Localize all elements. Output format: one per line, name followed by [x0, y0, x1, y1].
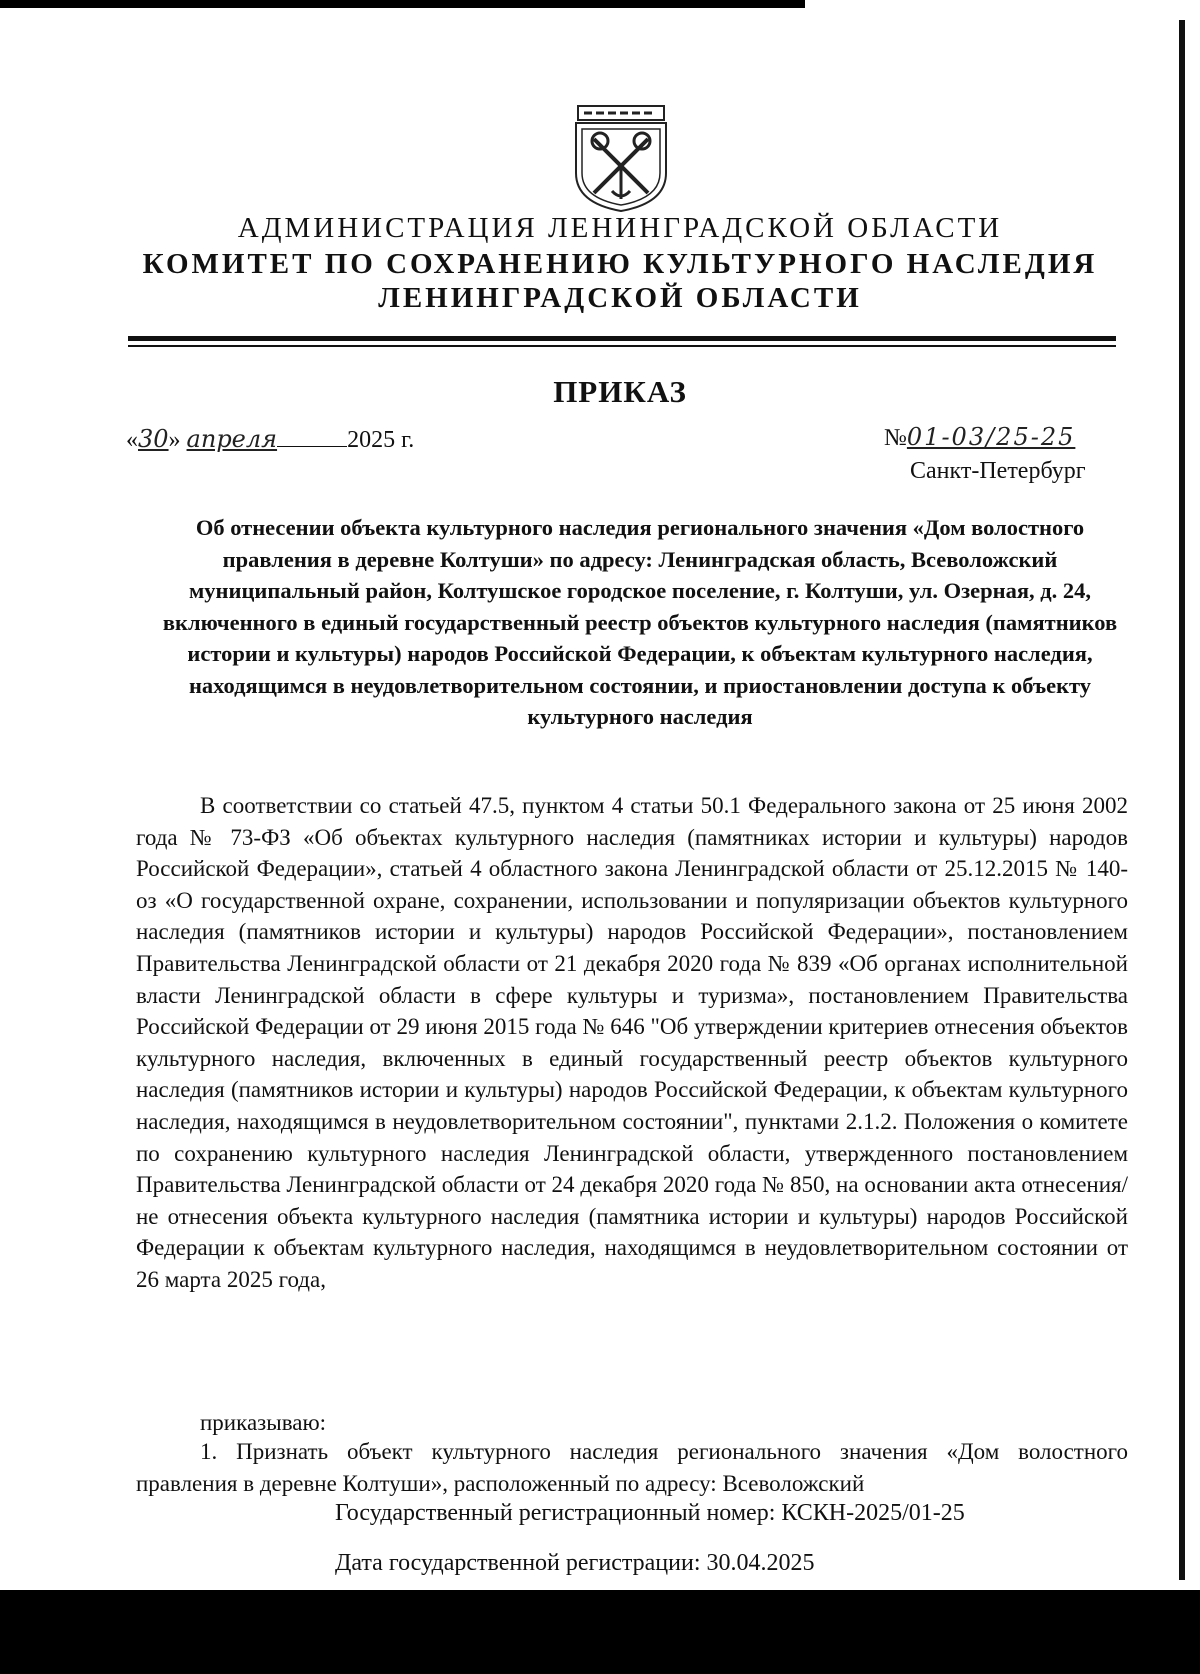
- date-close-quote: »: [168, 427, 181, 453]
- registration-number: Государственный регистрационный номер: КСКН-2025/01-25: [335, 1500, 965, 1526]
- date-year: 2025 г.: [347, 427, 415, 453]
- header-region: ЛЕНИНГРАДСКОЙ ОБЛАСТИ: [378, 282, 862, 314]
- document-title: ПРИКАЗ: [553, 374, 687, 409]
- scan-edge-top: [0, 0, 805, 8]
- header-divider-thick: [128, 336, 1116, 341]
- date-month-handwritten: апреля: [186, 425, 278, 453]
- header-divider-thin: [128, 345, 1116, 347]
- registration-date: Дата государственной регистрации: 30.04.2025: [335, 1550, 815, 1576]
- date-underline: [277, 446, 347, 447]
- order-city: Санкт-Петербург: [910, 458, 1086, 484]
- order-number: [884, 423, 1075, 452]
- order-subject: Об отнесении объекта культурного наследия регионального значения «Дом волостного правления в деревне Колтуши» по адресу: Ленинградская область, Всеволожский муниципальный район, Колтушское городское поселение, г. Колтуши, ул. Озерная, д. 24, включенного в единый государственный реестр объектов культурного наследия (памятников истории и культуры) народов Российской Федерации, к объектам культурного наследия, находящимся в неудовлетворительном состоянии, и приостановлении доступа к объекту культурного наследия: [162, 515, 1118, 729]
- number-handwritten: 01-03/25-25: [906, 423, 1076, 451]
- number-prefix: №: [884, 425, 907, 451]
- order-preamble: В соответствии со статьей 47.5, пунктом 4 статьи 50.1 Федерального закона от 25 июня 2002 года № 73-ФЗ «Об объектах культурного наследия (памятниках истории и культуры) народов Российской Федерации», статьей 4 областного закона Ленинградской области от 25.12.2015 № 140-оз «О государственной охране, сохранении, использовании и популяризации объектов культурного наследия (памятников истории и культуры) народов Российской Федерации», постановлением Правительства Ленинградской области от 21 декабря 2020 года № 839 «Об органах исполнительной власти Ленинградской области в сфере культуры и туризма», постановлением Правительства Российской Федерации от 29 июня 2015 года № 646 "Об утверждении критериев отнесения объектов культурного наследия, включенных в единый государственный реестр объектов культурного наследия (памятников истории и культуры) народов Российской Федерации, к объектам культурного наследия, находящимся в неудовлетворительном состоянии", пунктами 2.1.2. Положения о комитете по сохранению культурного наследия Ленинградской области, утвержденного постановлением Правительства Ленинградской области от 24 декабря 2020 года № 850, на основании акта отнесения/не отнесения объекта культурного наследия (памятника истории и культуры) народов Российской Федерации к объектам культурного наследия, находящимся в неудовлетворительном состоянии от 26 марта 2025 года,: [136, 793, 1128, 1292]
- coat-of-arms-emblem: [572, 103, 670, 213]
- order-directive: приказываю:: [200, 1410, 327, 1435]
- date-day-handwritten: 30: [138, 425, 169, 453]
- header-committee: КОМИТЕТ ПО СОХРАНЕНИЮ КУЛЬТУРНОГО НАСЛЕДИЯ: [142, 248, 1098, 280]
- order-date: [126, 425, 414, 454]
- header-administration: АДМИНИСТРАЦИЯ ЛЕНИНГРАДСКОЙ ОБЛАСТИ: [237, 212, 1003, 244]
- date-open-quote: «: [126, 427, 138, 453]
- order-item-1: 1. Признать объект культурного наследия регионального значения «Дом волостного правления в деревне Колтуши», расположенный по адресу: Всеволожский: [136, 1439, 1128, 1496]
- scan-edge-bottom: [0, 1590, 1200, 1674]
